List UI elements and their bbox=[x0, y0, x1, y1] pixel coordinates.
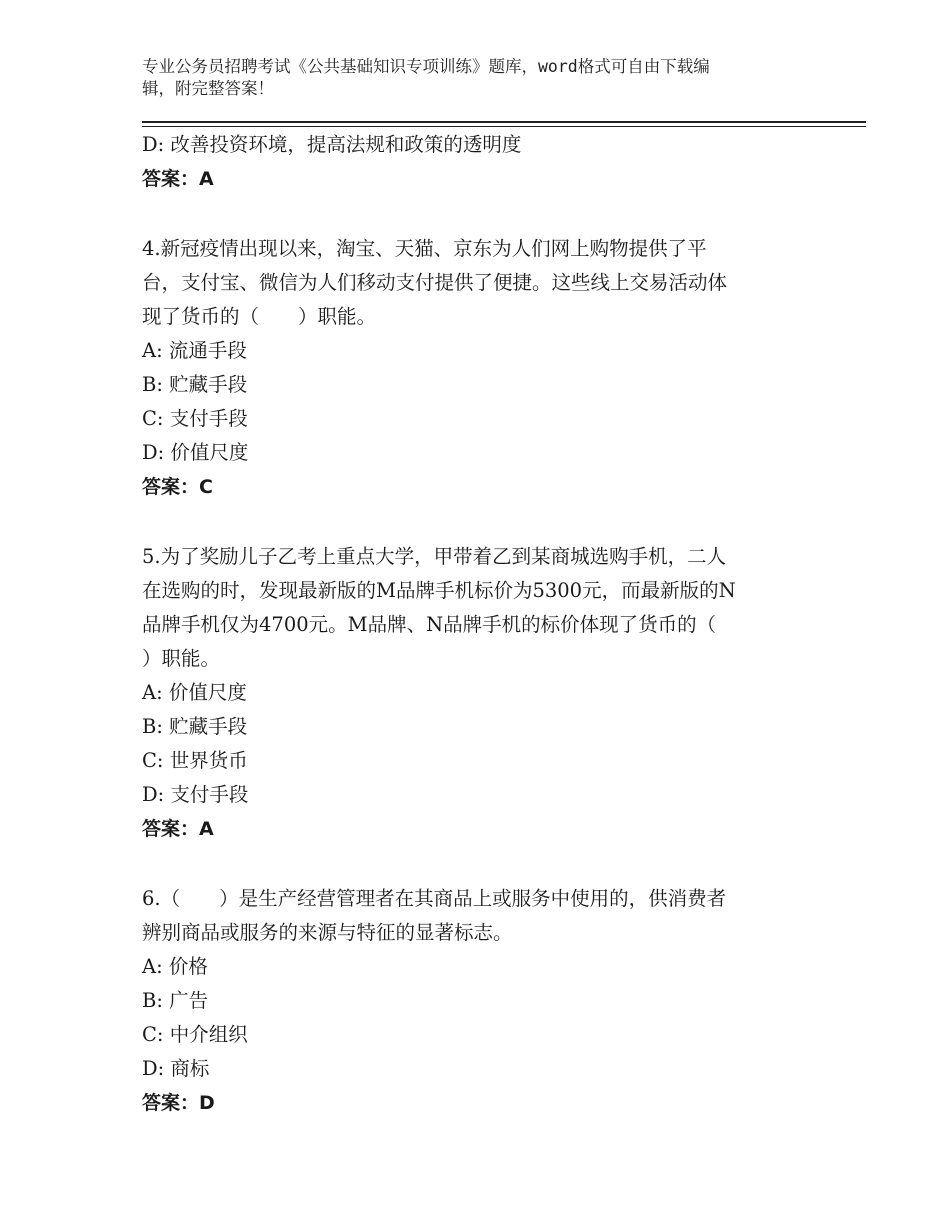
option-d: D: 改善投资环境，提高法规和政策的透明度 bbox=[142, 133, 522, 156]
prev-question-tail bbox=[142, 128, 802, 196]
option-d: D: 价值尺度 bbox=[142, 441, 249, 464]
option-b: B: 广告 bbox=[142, 989, 209, 1012]
question-6 bbox=[142, 882, 802, 1120]
document-header bbox=[142, 56, 802, 100]
question-stem-line: 现了货币的（ ）职能。 bbox=[142, 305, 377, 328]
spacer bbox=[142, 196, 802, 232]
question-stem-line: 台，支付宝、微信为人们移动支付提供了便捷。这些线上交易活动体 bbox=[142, 271, 728, 294]
question-4 bbox=[142, 232, 802, 504]
answer: 答案：A bbox=[142, 818, 214, 840]
answer: 答案：C bbox=[142, 476, 213, 498]
option-b: B: 贮藏手段 bbox=[142, 373, 248, 396]
question-5 bbox=[142, 540, 802, 846]
question-stem-line: 辨别商品或服务的来源与特征的显著标志。 bbox=[142, 921, 513, 944]
header-line-1: 专业公务员招聘考试《公共基础知识专项训练》题库，word格式可自由下载编 bbox=[142, 57, 710, 76]
answer: 答案：D bbox=[142, 1092, 215, 1114]
option-a: A: 价值尺度 bbox=[142, 681, 247, 704]
header-rule-thin bbox=[142, 126, 866, 127]
question-stem-line: 5.为了奖励儿子乙考上重点大学，甲带着乙到某商城选购手机，二人 bbox=[142, 545, 727, 568]
option-c: C: 支付手段 bbox=[142, 407, 248, 430]
option-c: C: 中介组织 bbox=[142, 1023, 248, 1046]
header-rule-thick bbox=[142, 121, 866, 123]
question-stem-line: 4.新冠疫情出现以来，淘宝、天猫、京东为人们网上购物提供了平 bbox=[142, 237, 707, 260]
option-d: D: 商标 bbox=[142, 1057, 210, 1080]
question-list bbox=[142, 128, 802, 1120]
question-stem-line: 在选购的时，发现最新版的M品牌手机标价为5300元，而最新版的N bbox=[142, 579, 736, 602]
question-stem-line: 品牌手机仅为4700元。M品牌、N品牌手机的标价体现了货币的（ bbox=[142, 613, 717, 636]
question-stem-line: 6.（ ）是生产经营管理者在其商品上或服务中使用的，供消费者 bbox=[142, 887, 727, 910]
answer: 答案：A bbox=[142, 168, 214, 190]
option-c: C: 世界货币 bbox=[142, 749, 248, 772]
header-line-2: 辑，附完整答案！ bbox=[142, 79, 274, 98]
spacer bbox=[142, 504, 802, 540]
spacer bbox=[142, 846, 802, 882]
question-stem-line: ）职能。 bbox=[142, 647, 221, 670]
option-a: A: 价格 bbox=[142, 955, 208, 978]
option-b: B: 贮藏手段 bbox=[142, 715, 248, 738]
option-a: A: 流通手段 bbox=[142, 339, 247, 362]
option-d: D: 支付手段 bbox=[142, 783, 249, 806]
